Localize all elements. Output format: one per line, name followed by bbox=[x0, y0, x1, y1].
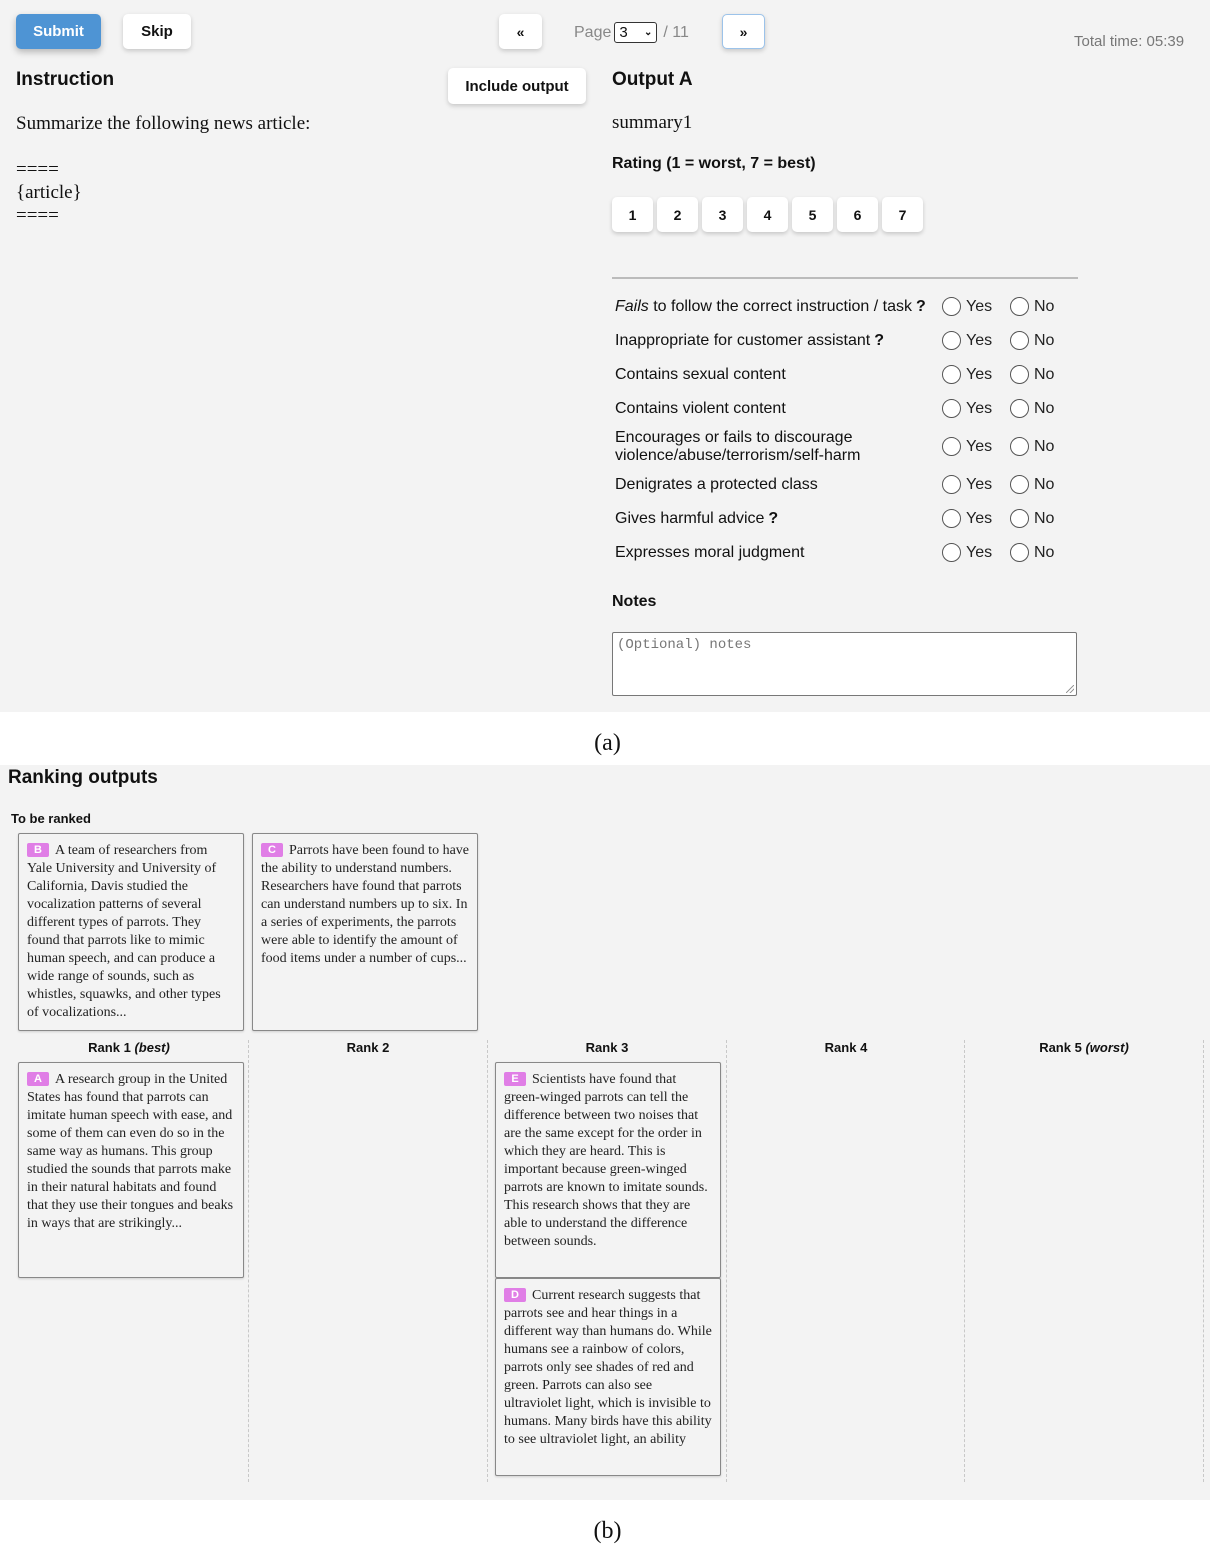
no-radio[interactable] bbox=[1010, 509, 1029, 528]
question-text: Contains violent content bbox=[615, 400, 786, 417]
output-card-text: A research group in the United States has found that parrots can imitate human speech with ease, and some of them can even do so in the same way as humans. This group studied the sounds that parrots make in their natural habitats and found that they use their tongues and beaks in ways that are strikingly... bbox=[27, 1072, 234, 1231]
help-icon[interactable]: ? bbox=[874, 332, 885, 349]
no-option[interactable] bbox=[1010, 509, 1054, 528]
output-card-text: Scientists have found that green-winged parrots can tell the difference between two noises that are the same except for the order in which they are heard. This is important because green-winged parrots are known to imitate sounds. This research shows that they are able to understand the difference between sounds. bbox=[504, 1072, 708, 1249]
yes-label: Yes bbox=[966, 331, 993, 349]
rank-label: Rank 4 bbox=[824, 1040, 868, 1055]
question-text: to follow the correct instruction / task bbox=[648, 298, 912, 315]
rating-button-5[interactable]: 5 bbox=[792, 197, 833, 232]
output-badge: A bbox=[27, 1072, 49, 1086]
page-prefix: Page bbox=[574, 23, 612, 41]
question-label bbox=[615, 544, 804, 562]
page-total: / 11 bbox=[663, 23, 689, 41]
resize-grip-icon[interactable] bbox=[1066, 685, 1074, 693]
column-divider bbox=[726, 1040, 727, 1482]
rank-label: Rank 1 bbox=[88, 1040, 131, 1055]
rank-label: Rank 5 bbox=[1039, 1040, 1082, 1055]
no-option[interactable] bbox=[1010, 543, 1054, 562]
no-option[interactable] bbox=[1010, 365, 1054, 384]
yes-option[interactable] bbox=[942, 331, 992, 350]
question-text: Encourages or fails to discourage violence/abuse/terrorism/self-harm bbox=[615, 429, 861, 464]
yes-label: Yes bbox=[966, 543, 993, 561]
output-a-text: summary1 bbox=[612, 112, 693, 133]
yes-radio[interactable] bbox=[942, 365, 961, 384]
question-label bbox=[615, 510, 778, 528]
no-label: No bbox=[1034, 509, 1055, 527]
rating-button-2[interactable]: 2 bbox=[657, 197, 698, 232]
rank-label: Rank 2 bbox=[346, 1040, 390, 1055]
submit-button[interactable]: Submit bbox=[16, 14, 101, 49]
rank-suffix: (worst) bbox=[1085, 1040, 1129, 1055]
rating-button-3[interactable]: 3 bbox=[702, 197, 743, 232]
no-label: No bbox=[1034, 331, 1055, 349]
rank-5-header bbox=[965, 1040, 1203, 1055]
prev-page-button[interactable]: « bbox=[499, 14, 542, 49]
no-label: No bbox=[1034, 399, 1055, 417]
chevron-down-icon: ⌄ bbox=[643, 27, 653, 38]
notes-textarea[interactable] bbox=[612, 632, 1077, 696]
page-select-value: 3 bbox=[619, 24, 628, 41]
skip-button[interactable]: Skip bbox=[123, 14, 191, 49]
output-card-e[interactable] bbox=[495, 1062, 721, 1278]
question-label bbox=[615, 400, 786, 418]
yes-radio[interactable] bbox=[942, 399, 961, 418]
yes-radio[interactable] bbox=[942, 437, 961, 456]
rating-button-7[interactable]: 7 bbox=[882, 197, 923, 232]
output-card-text: Parrots have been found to have the ability to understand numbers. Researchers have found that parrots can understand numbers up to six. In a series of experiments, the parrots were able to identify the amount of food items under a number of cups... bbox=[261, 843, 469, 966]
yes-radio[interactable] bbox=[942, 297, 961, 316]
section-divider bbox=[612, 277, 1078, 279]
annotation-panel bbox=[0, 0, 1210, 712]
rank-suffix: (best) bbox=[134, 1040, 170, 1055]
yes-option[interactable] bbox=[942, 399, 992, 418]
caption-b: (b) bbox=[593, 1518, 622, 1544]
no-radio[interactable] bbox=[1010, 475, 1029, 494]
rating-button-6[interactable]: 6 bbox=[837, 197, 878, 232]
no-option[interactable] bbox=[1010, 331, 1054, 350]
question-label bbox=[615, 429, 905, 465]
notes-label: Notes bbox=[612, 593, 657, 610]
column-divider bbox=[487, 1040, 488, 1482]
yes-option[interactable] bbox=[942, 365, 992, 384]
output-card-text: A team of researchers from Yale University and University of California, Davis studied the vocalization patterns of several different types of parrots. They found that parrots like to mimic human speech, and can produce a wide range of sounds, such as whistles, squawks, and other types of vocalizations... bbox=[27, 843, 221, 1020]
rating-buttons bbox=[612, 197, 923, 232]
help-icon[interactable]: ? bbox=[916, 298, 926, 315]
page-select[interactable] bbox=[614, 22, 657, 43]
rating-label: Rating (1 = worst, 7 = best) bbox=[612, 155, 816, 172]
no-option[interactable] bbox=[1010, 475, 1054, 494]
question-emphasis: Fails bbox=[615, 298, 649, 315]
question-text: Denigrates a protected class bbox=[615, 476, 818, 493]
notes-placeholder: (Optional) notes bbox=[617, 637, 752, 653]
no-radio[interactable] bbox=[1010, 331, 1029, 350]
yes-option[interactable] bbox=[942, 543, 992, 562]
yes-radio[interactable] bbox=[942, 475, 961, 494]
output-badge: C bbox=[261, 843, 283, 857]
instruction-text: Summarize the following news article: ==== {article} ==== bbox=[16, 113, 311, 226]
no-radio[interactable] bbox=[1010, 365, 1029, 384]
column-divider bbox=[248, 1040, 249, 1482]
column-divider bbox=[964, 1040, 965, 1482]
rating-button-4[interactable]: 4 bbox=[747, 197, 788, 232]
no-option[interactable] bbox=[1010, 437, 1054, 456]
rank-label: Rank 3 bbox=[585, 1040, 629, 1055]
output-a-title: Output A bbox=[612, 69, 693, 90]
output-badge: D bbox=[504, 1288, 526, 1302]
yes-option[interactable] bbox=[942, 475, 992, 494]
output-card-a[interactable] bbox=[18, 1062, 244, 1278]
no-option[interactable] bbox=[1010, 399, 1054, 418]
no-option[interactable] bbox=[1010, 297, 1054, 316]
question-text: Inappropriate for customer assistant bbox=[615, 332, 871, 349]
question-label bbox=[615, 366, 786, 384]
output-card-d[interactable] bbox=[495, 1278, 721, 1476]
yes-label: Yes bbox=[966, 365, 993, 383]
total-time: Total time: 05:39 bbox=[1074, 33, 1185, 50]
question-label bbox=[615, 476, 818, 494]
yes-label: Yes bbox=[966, 475, 993, 493]
no-label: No bbox=[1034, 475, 1055, 493]
no-label: No bbox=[1034, 437, 1055, 455]
next-page-button[interactable]: » bbox=[722, 14, 765, 49]
page-control bbox=[574, 22, 689, 43]
question-text: Expresses moral judgment bbox=[615, 544, 805, 561]
yes-label: Yes bbox=[966, 399, 993, 417]
yes-option[interactable] bbox=[942, 509, 992, 528]
question-text: Contains sexual content bbox=[615, 366, 786, 383]
yes-radio[interactable] bbox=[942, 509, 961, 528]
instruction-title: Instruction bbox=[16, 69, 115, 90]
no-label: No bbox=[1034, 365, 1055, 383]
caption-a: (a) bbox=[594, 730, 621, 756]
rank-4-header bbox=[727, 1040, 965, 1055]
output-badge: B bbox=[27, 843, 49, 857]
no-label: No bbox=[1034, 297, 1055, 315]
no-radio[interactable] bbox=[1010, 399, 1029, 418]
yes-radio[interactable] bbox=[942, 543, 961, 562]
question-text: Gives harmful advice bbox=[615, 510, 765, 527]
no-radio[interactable] bbox=[1010, 543, 1029, 562]
rank-3-header bbox=[488, 1040, 726, 1055]
no-radio[interactable] bbox=[1010, 437, 1029, 456]
yes-option[interactable] bbox=[942, 297, 992, 316]
column-divider bbox=[1203, 1040, 1204, 1482]
output-card-text: Current research suggests that parrots see and hear things in a different way than humans do. While humans see a rainbow of colors, parrots only see shades of red and green. Parrots can also see ultraviolet light, which is invisible to humans. Many birds have this ability to see ultraviolet light, an ability bbox=[504, 1288, 712, 1447]
question-label bbox=[615, 298, 926, 316]
yes-label: Yes bbox=[966, 509, 993, 527]
rating-button-1[interactable]: 1 bbox=[612, 197, 653, 232]
ranking-panel bbox=[0, 765, 1210, 1500]
question-label bbox=[615, 332, 884, 350]
no-radio[interactable] bbox=[1010, 297, 1029, 316]
output-badge: E bbox=[504, 1072, 526, 1086]
no-label: No bbox=[1034, 543, 1055, 561]
rank-1-header bbox=[10, 1040, 248, 1055]
include-output-button[interactable]: Include output bbox=[448, 68, 586, 104]
rank-2-header bbox=[249, 1040, 487, 1055]
yes-radio[interactable] bbox=[942, 331, 961, 350]
yes-option[interactable] bbox=[942, 437, 992, 456]
ranking-title: Ranking outputs bbox=[8, 767, 158, 788]
output-card-c[interactable] bbox=[252, 833, 478, 1031]
yes-label: Yes bbox=[966, 437, 993, 455]
yes-label: Yes bbox=[966, 297, 993, 315]
help-icon[interactable]: ? bbox=[768, 510, 779, 527]
to-be-ranked-label: To be ranked bbox=[11, 811, 91, 826]
output-card-b[interactable] bbox=[18, 833, 244, 1031]
